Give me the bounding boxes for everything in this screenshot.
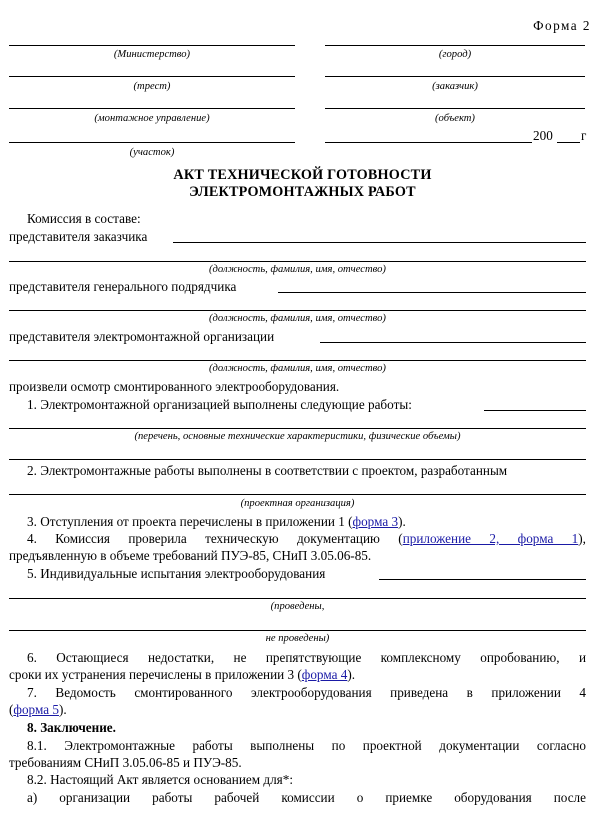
year-prefix: 200 [533,128,553,143]
city-line[interactable] [325,45,585,46]
form-4-link[interactable]: форма 4 [301,667,348,682]
inspection-text: произвели осмотр смонтированного электрооборудования. [9,379,340,394]
rep-general-line-2[interactable] [9,310,586,311]
rep-electro-line-2[interactable] [9,360,586,361]
mount-dept-caption: (монтажное управление) [94,113,210,124]
item-4-end: ), [578,531,586,546]
item-5-line-3[interactable] [9,630,586,631]
object-caption: (объект) [435,113,475,124]
item-7-line-a: 7. Ведомость смонтированного электрооборудования приведена в приложении 4 [27,685,586,700]
item-2-caption: (проектная организация) [240,498,355,509]
item-1-caption: (перечень, основные технические характеристики, физические объемы) [134,431,461,442]
item-8-1-line-a: 8.1. Электромонтажные работы выполнены по проектной документации согласно [27,738,586,753]
rep-general-line[interactable] [278,292,586,293]
item-4-line-a [27,531,586,546]
rep-customer-label: представителя заказчика [9,229,148,244]
item-6-text: сроки их устранения перечислены в приложении 3 ( [9,667,302,682]
trust-caption: (трест) [133,81,171,92]
trust-line[interactable] [9,76,295,77]
object-line[interactable] [325,108,585,109]
ministry-line[interactable] [9,45,295,46]
item-4-line-b: предъявленную в объеме требований ПУЭ-85, СНиП 3.05.06-85. [9,548,372,563]
item-4-text: 4. Комиссия проверила техническую документацию ( [27,531,403,546]
item-1-line-3[interactable] [9,459,586,460]
item-3-text: 3. Отступления от проекта перечислены в приложении 1 ( [27,514,353,529]
date-line[interactable] [325,142,532,143]
section-line[interactable] [9,142,295,143]
item-3 [27,514,406,529]
customer-line[interactable] [325,76,585,77]
year-suffix: г [581,128,587,143]
item-6-line-a: 6. Остающиеся недостатки, не препятствующие комплексному опробованию, и [27,650,586,665]
city-caption: (город) [438,49,472,60]
item-3-end: ). [398,514,406,529]
year-line[interactable] [557,142,580,143]
form-5-link[interactable]: форма 5 [13,702,59,717]
item-6-line-b [9,667,355,682]
item-5-line[interactable] [379,579,586,580]
rep-electro-line[interactable] [320,342,586,343]
item-5-line-2[interactable] [9,598,586,599]
item-2-line[interactable] [9,494,586,495]
item-1-line[interactable] [484,410,586,411]
form-3-link[interactable]: форма 3 [352,514,399,529]
item-8-1-line-b: требованиям СНиП 3.05.06-85 и ПУЭ-85. [9,755,242,770]
rep-general-caption: (должность, фамилия, имя, отчество) [209,313,386,324]
item-7-end: ). [58,702,67,717]
item-7-line-b [9,702,67,717]
rep-customer-line[interactable] [173,242,586,243]
item-8-2-a-text: а) организации работы рабочей комиссии о приемке оборудования после [27,790,586,805]
title-line-2: ЭЛЕКТРОМОНТАЖНЫХ РАБОТ [189,184,416,200]
rep-customer-line-2[interactable] [9,261,586,262]
rep-electro-label: представителя электромонтажной организации [9,329,275,344]
conclusion-title: 8. Заключение. [27,720,116,735]
item-1-line-2[interactable] [9,428,586,429]
customer-caption: (заказчик) [432,81,478,92]
ministry-caption: (Министерство) [113,49,191,60]
item-8-2-text: 8.2. Настоящий Акт является основанием для*: [27,772,294,787]
section-caption: (участок) [129,147,175,158]
item-2-text: 2. Электромонтажные работы выполнены в соответствии с проектом, разработанным [27,463,508,478]
item-6-end: ). [347,667,356,682]
item-5-caption-2: не проведены) [265,633,330,644]
item-1-text: 1. Электромонтажной организацией выполнены следующие работы: [27,397,412,412]
commission-text: Комиссия в составе: [27,211,141,226]
rep-electro-caption: (должность, фамилия, имя, отчество) [209,363,386,374]
item-7-open: ( [9,702,14,717]
appendix-2-link[interactable]: приложение 2, форма 1 [402,531,579,546]
rep-general-label: представителя генерального подрядчика [9,279,237,294]
item-5-text: 5. Индивидуальные испытания электрооборудования [27,566,326,581]
form-label: Форма 2 [533,18,591,33]
rep-customer-caption: (должность, фамилия, имя, отчество) [209,264,386,275]
item-5-caption-1: (проведены, [270,601,325,612]
title-line-1: АКТ ТЕХНИЧЕСКОЙ ГОТОВНОСТИ [173,167,432,183]
mount-dept-line[interactable] [9,108,295,109]
